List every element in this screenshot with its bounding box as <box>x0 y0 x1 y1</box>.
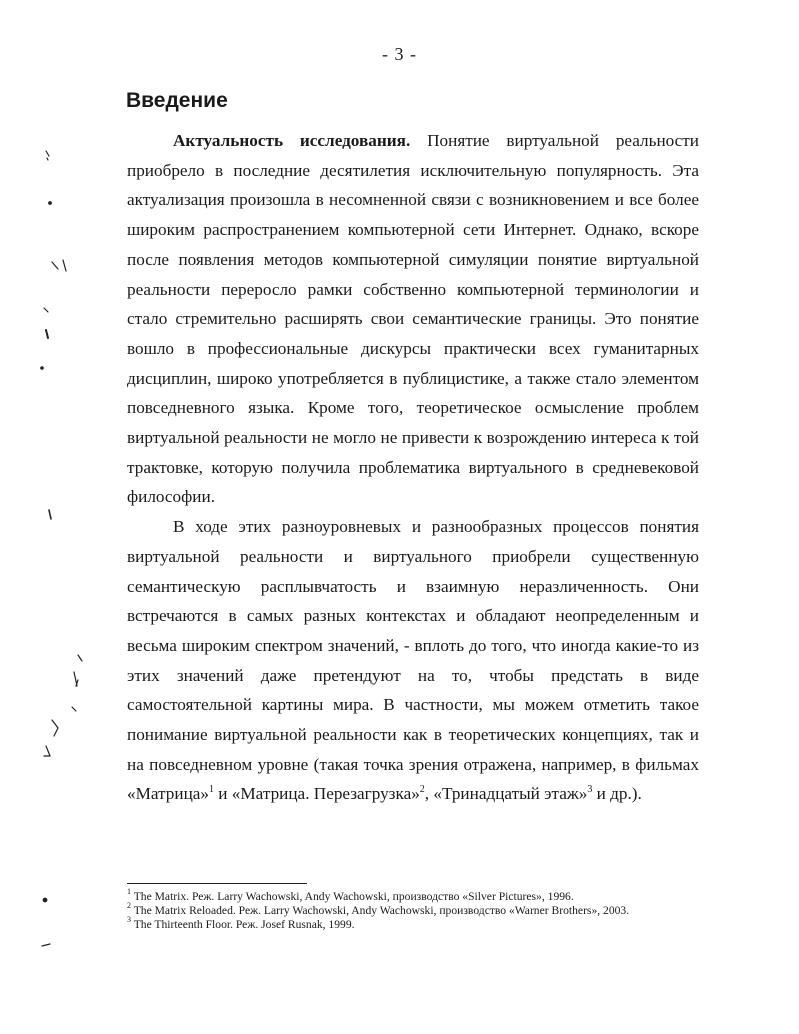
page-number: - 3 - <box>382 44 417 64</box>
footnote-number: 3 <box>127 915 131 925</box>
paragraph-1-text: Понятие виртуальной реальности приобрело в последние десятилетия исключительную популярность. Эта актуализация произошла в несомненной связи с возникновением и все более широким распространением компьютерной сети Интернет. Однако, вскоре после появления методов компьютерной симуляции понятие виртуальной реальности переросло рамки собственно компьютерной терминологии и стало стремительно расширять свои семантические границы. Это понятие вошло в профессиональные дискурсы практически всех гуманитарных дисциплин, широко употребляется в публицистике, а также стало элементом повседневного языка. Кроме того, теоретическое осмысление проблем виртуальной реальности не могло не привести к возрождению интереса к той трактовке, которую получила проблематика виртуального в средневековой философии. <box>127 131 700 507</box>
footnote-ref-1[interactable]: 1 <box>209 783 214 795</box>
footnote-text: The Matrix. Реж. Larry Wachowski, Andy Wachowski, производство «Silver Pictures», 1996. <box>133 890 574 903</box>
paragraph-2-text-d: и др.). <box>592 784 642 804</box>
page-heading: Введение <box>126 89 228 112</box>
paragraph-2 <box>127 512 699 809</box>
footnote <box>127 915 727 932</box>
footnotes <box>127 887 727 932</box>
footnote-separator <box>127 883 307 884</box>
footnote-number: 2 <box>127 901 131 911</box>
paragraph-1 <box>127 126 699 512</box>
footnote-text: The Thirteenth Floor. Реж. Josef Rusnak, 1999. <box>133 918 355 931</box>
footnote <box>127 901 727 918</box>
footnote-ref-2[interactable]: 2 <box>419 783 425 795</box>
paragraph-2-text-a: В ходе этих разноуровневых и разнообразных процессов понятия виртуальной реальности и виртуального приобрели существенную семантическую расплывчатость и взаимную неразличенность. Они встречаются в самых разных контекстах и обладают неопределенным и весьма широким спектром значений, - вплоть до того, что иногда какие-то из этих значений даже претендуют на то, чтобы предстать в виде самостоятельной картины мира. В частности, мы можем отметить такое понимание виртуальной реальности как в теоретических концепциях, так и на повседневном уровне (такая точка зрения отражена, например, в фильмах «Матрица» <box>127 517 699 804</box>
paragraph-lead: Актуальность исследования. <box>173 131 411 150</box>
scan-noise-marks <box>0 0 120 1034</box>
paragraph-2-text-b: и «Матрица. Перезагрузка» <box>214 784 420 804</box>
footnote <box>127 887 727 904</box>
footnote-ref-3[interactable]: 3 <box>587 783 593 795</box>
body-text <box>127 126 699 809</box>
footnote-text: The Matrix Reloaded. Реж. Larry Wachowski, Andy Wachowski, производство «Warner Brothers», 2003. <box>133 904 630 917</box>
footnote-number: 1 <box>127 887 131 897</box>
paragraph-2-text-c: , «Тринадцатый этаж» <box>424 784 588 804</box>
